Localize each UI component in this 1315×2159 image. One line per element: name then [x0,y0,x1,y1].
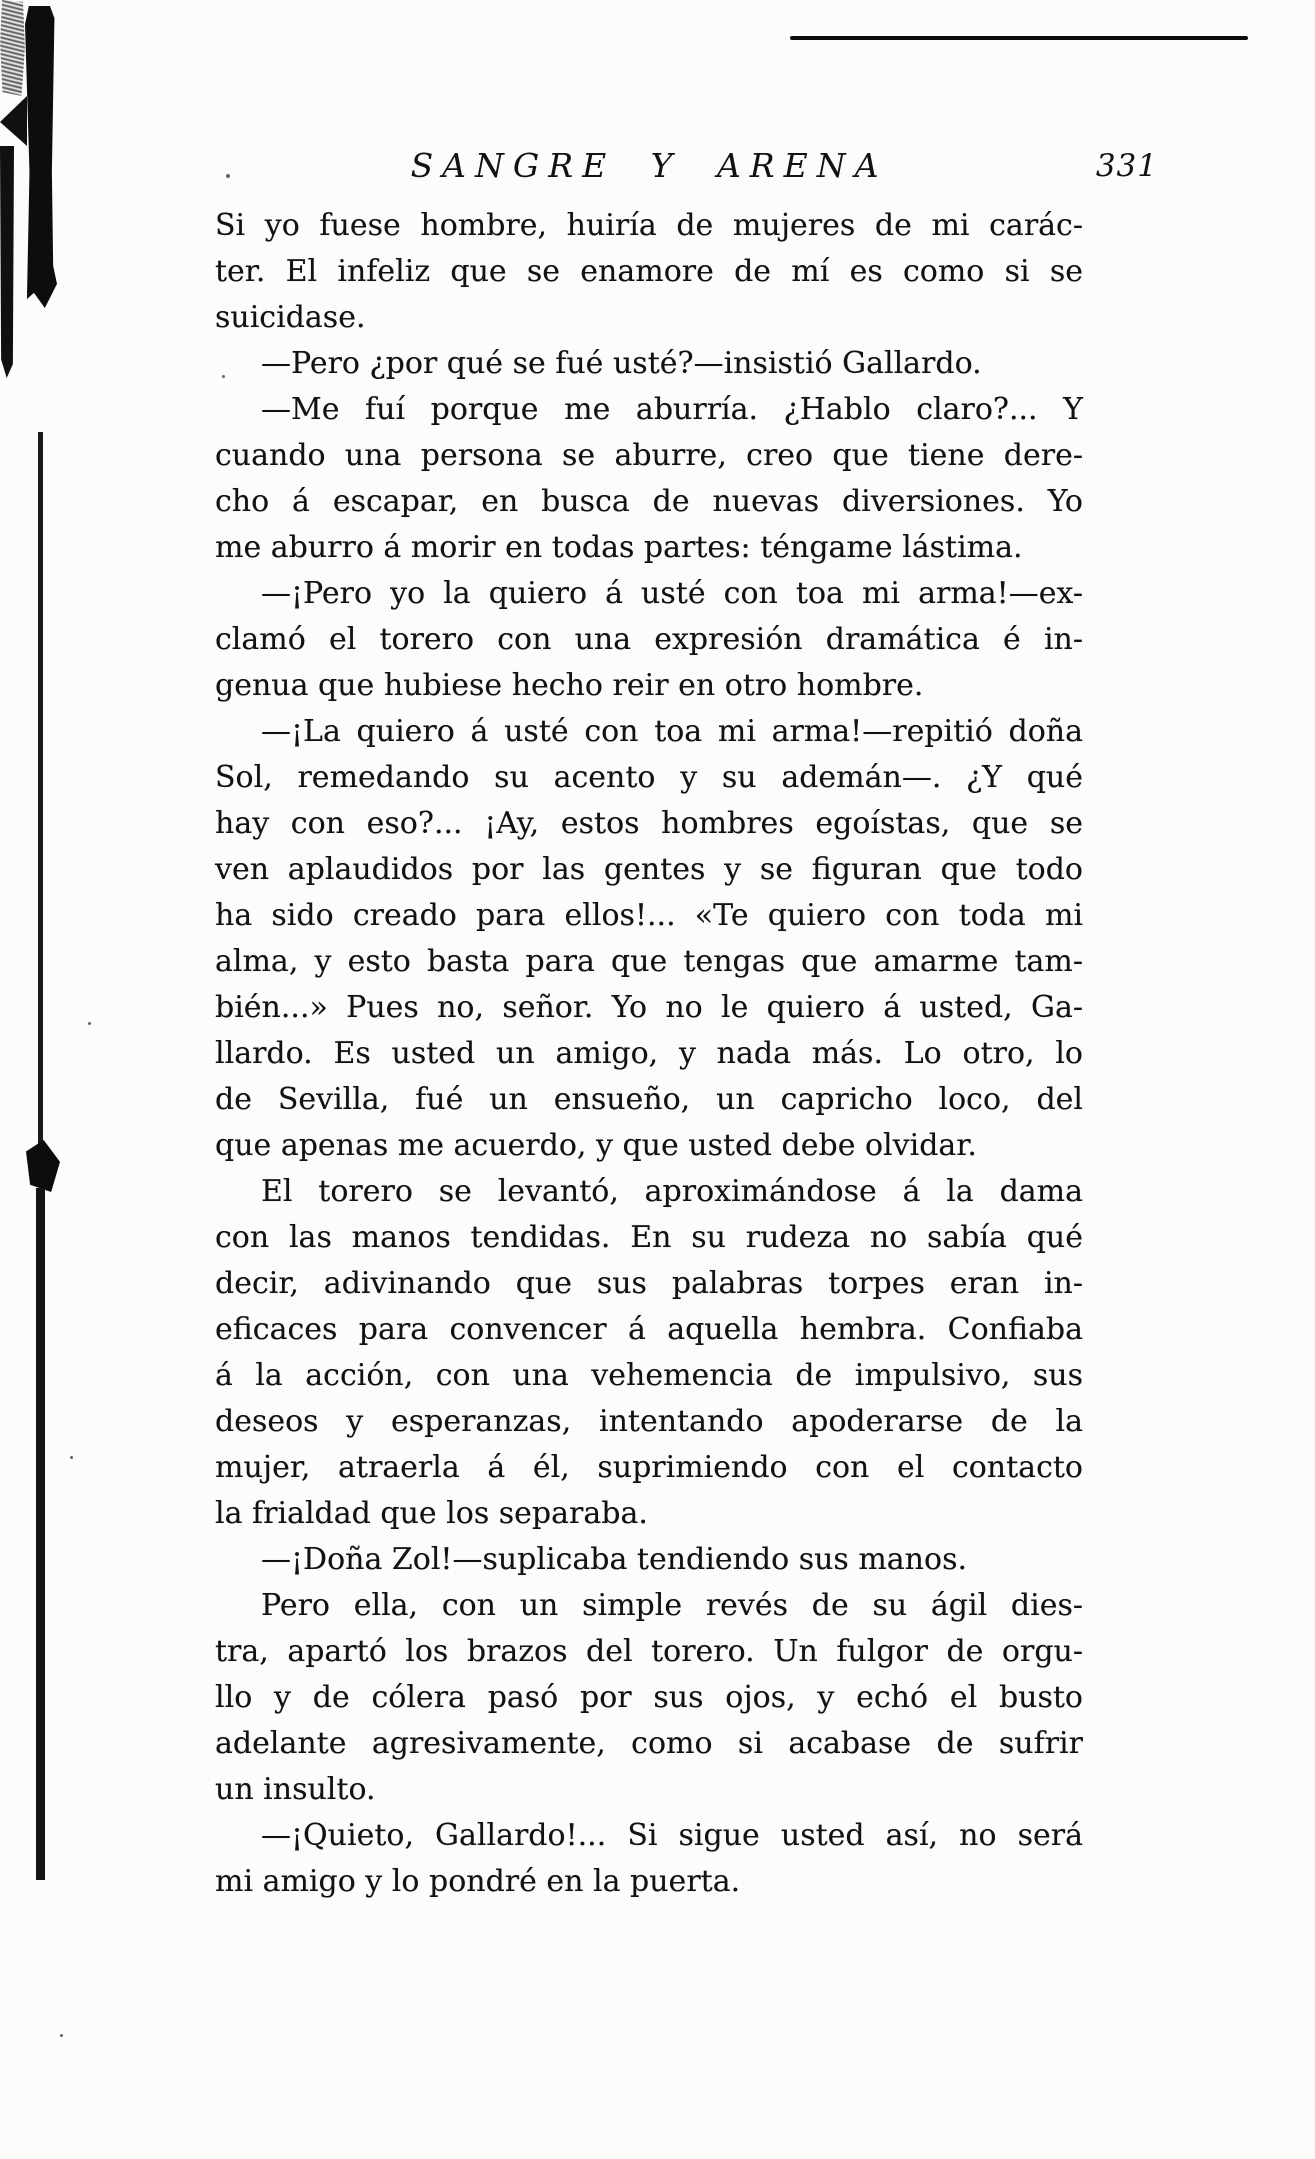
binding-bar-artifact [25,6,57,308]
page-header-title: SANGRE Y ARENA [410,146,888,185]
text-line: eficaces para convencer á aquella hembra. Confiaba [215,1312,1083,1347]
text-line: Si yo fuese hombre, huiría de mujeres de mi carác- [215,208,1083,243]
text-line: cuando una persona se aburre, creo que tiene dere- [215,438,1083,473]
binding-thorn-artifact [0,96,27,146]
text-line: hay con eso?... ¡Ay, estos hombres egoístas, que se [215,806,1083,841]
text-line: Pero ella, con un simple revés de su ágil dies- [261,1588,1083,1623]
text-line: decir, adivinando que sus palabras torpes eran in- [215,1266,1083,1301]
text-line: mujer, atraerla á él, suprimiendo con el contacto [215,1450,1083,1485]
binding-line-bottom-artifact [0,146,14,378]
ink-speck [226,174,230,178]
text-line: genua que hubiese hecho reir en otro hombre. [215,668,924,703]
text-line: con las manos tendidas. En su rudeza no sabía qué [215,1220,1083,1255]
text-line: ter. El infeliz que se enamore de mí es como si se [215,254,1083,289]
text-line: ven aplaudidos por las gentes y se figuran que todo [215,852,1083,887]
binding-fuzz-artifact [0,0,25,96]
text-line: cho á escapar, en busca de nuevas diversiones. Yo [215,484,1083,519]
text-line: —Me fuí porque me aburría. ¿Hablo claro?... Y [261,392,1083,427]
text-line: —¡Quieto, Gallardo!... Si sigue usted así, no será [261,1818,1083,1853]
text-line: Sol, remedando su acento y su ademán—. ¿Y qué [215,760,1083,795]
text-line: la frialdad que los separaba. [215,1496,648,1531]
ink-speck [88,1022,91,1025]
text-line: suicidase. [215,300,366,335]
text-line: clamó el torero con una expresión dramática é in- [215,622,1083,657]
text-line: tra, apartó los brazos del torero. Un fulgor de orgu- [215,1634,1083,1669]
binding-line-mid-artifact [36,1188,45,1880]
ink-speck [60,2034,63,2037]
text-line: llo y de cólera pasó por sus ojos, y echó el busto [215,1680,1083,1715]
text-line: —¡Doña Zol!—suplicaba tendiendo sus manos. [261,1542,967,1577]
text-line: —¡La quiero á usté con toa mi arma!—repitió doña [261,714,1083,749]
text-line: deseos y esperanzas, intentando apoderarse de la [215,1404,1083,1439]
text-line: bién...» Pues no, señor. Yo no le quiero á usted, Ga- [215,990,1083,1025]
text-line: llardo. Es usted un amigo, y nada más. Lo otro, lo [215,1036,1083,1071]
text-line: de Sevilla, fué un ensueño, un capricho loco, del [215,1082,1083,1117]
text-line: El torero se levantó, aproximándose á la dama [261,1174,1083,1209]
text-line: alma, y esto basta para que tengas que amarme tam- [215,944,1083,979]
text-line: un insulto. [215,1772,376,1807]
text-line: ha sido creado para ellos!... «Te quiero con toda mi [215,898,1083,933]
text-line: —Pero ¿por qué se fué usté?—insistió Gallardo. [261,346,982,381]
header-rule-artifact [790,36,1248,40]
text-line: mi amigo y lo pondré en la puerta. [215,1864,741,1899]
binding-line-thin-artifact [38,432,43,1144]
ink-speck [222,375,225,378]
text-line: —¡Pero yo la quiero á usté con toa mi arma!—ex- [261,576,1083,611]
binding-blob-artifact [26,1140,60,1192]
text-line: que apenas me acuerdo, y que usted debe olvidar. [215,1128,977,1163]
ink-speck [70,1456,73,1459]
page-number: 331 [1095,148,1158,184]
text-line: me aburro á morir en todas partes: téngame lástima. [215,530,1023,565]
text-column [215,203,1083,1905]
text-line: adelante agresivamente, como si acabase de sufrir [215,1726,1083,1761]
text-line: á la acción, con una vehemencia de impulsivo, sus [215,1358,1083,1393]
